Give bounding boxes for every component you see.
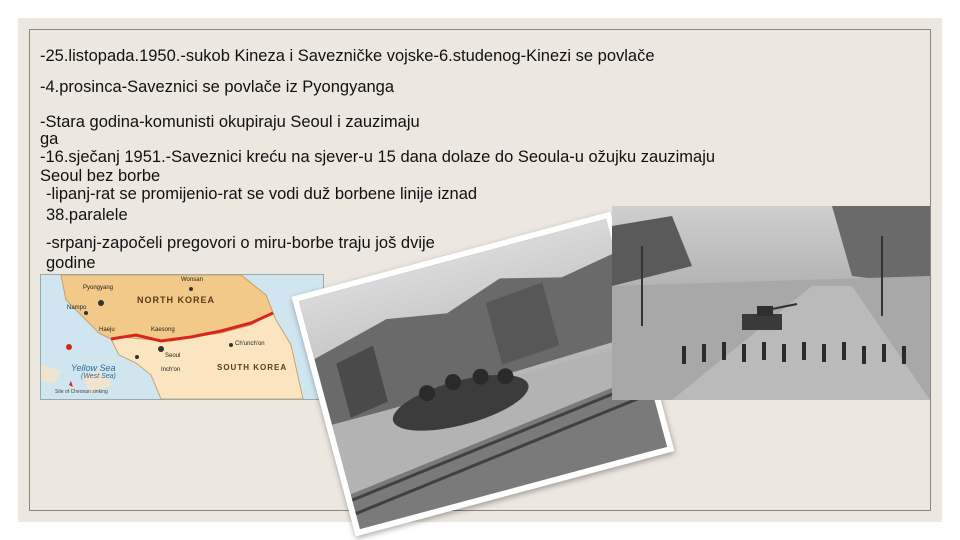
map-label-sea: Yellow Sea	[71, 363, 116, 373]
map-label-north: NORTH KOREA	[137, 295, 215, 305]
text-line-5-cont: 38.paralele	[46, 206, 128, 224]
text-line-6-cont: godine	[46, 254, 96, 272]
map-city-nampo: Nampo	[67, 305, 87, 311]
text-line-3-cont: ga	[40, 130, 59, 148]
text-line-1: -25.listopada.1950.-sukob Kineza i Savezničke vojske-6.studenog-Kinezi se povlače	[40, 47, 655, 65]
map-city-kaesong: Kaesong	[151, 327, 175, 333]
photo-street-tanks	[612, 206, 930, 400]
map-city-inchon: Inch'on	[161, 367, 181, 373]
text-line-4-cont: Seoul bez borbe	[40, 167, 161, 185]
photo-street-graphic	[612, 206, 930, 400]
text-line-3: -Stara godina-komunisti okupiraju Seoul i zauzimaju	[40, 113, 420, 131]
text-line-6: -srpanj-započeli pregovori o miru-borbe traju još dvije	[46, 234, 435, 252]
map-city-haeju: Haeju	[99, 327, 115, 333]
korea-map-graphic	[41, 275, 323, 399]
korea-map	[40, 274, 324, 400]
text-line-5: -lipanj-rat se promijenio-rat se vodi duž borbene linije iznad	[46, 185, 478, 203]
map-legend: Site of Cheonan sinking	[55, 389, 108, 395]
map-label-south: SOUTH KOREA	[217, 363, 288, 372]
text-line-4: -16.sječanj 1951.-Saveznici kreću na sjever-u 15 dana dolaze do Seoula-u ožujku zauzimaju	[40, 148, 716, 166]
map-city-wonsan: Wonsan	[181, 277, 203, 283]
map-city-seoul: Seoul	[165, 353, 181, 359]
map-city-chunchon: Ch'unch'on	[235, 341, 265, 347]
text-line-2: -4.prosinca-Saveznici se povlače iz Pyongyanga	[40, 78, 395, 96]
map-label-sea-sub: (West Sea)	[81, 373, 116, 380]
map-city-pyongyang: Pyongyang	[83, 285, 114, 291]
